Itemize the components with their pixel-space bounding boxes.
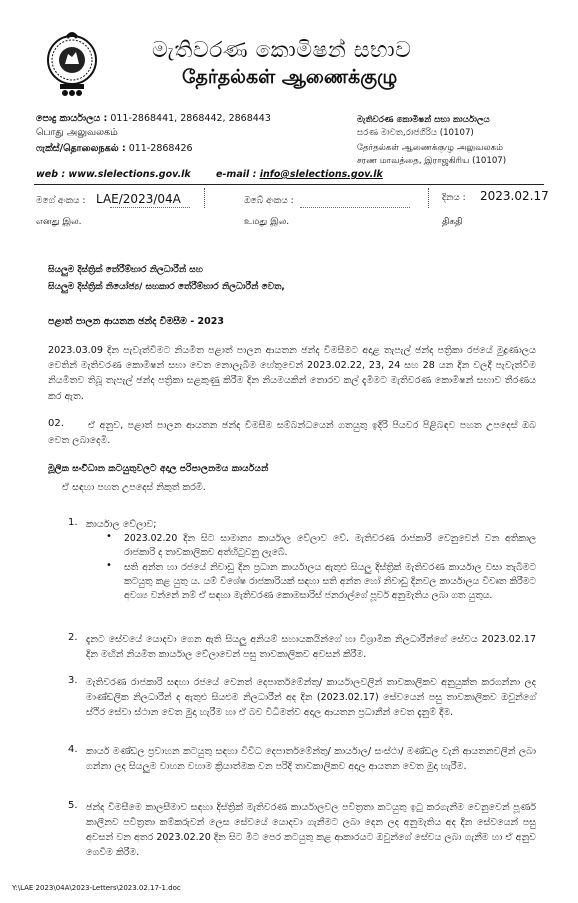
header-divider [34, 184, 544, 185]
sri-lanka-emblem-icon [46, 30, 98, 98]
item-text: දැනට සේවයේ යොදවා ගෙන ඇති සියලු අනියම් සහායකයින්ගේ හා විශ්‍රාමික නිලධාරීන්ගේ සේවය 2023.02.17 දින මඟින් නියමිත කාර්යාල වේලාවෙන් පසු තාවකාලිකව අවසන් කිරීම. [86, 634, 536, 660]
dotted-line [300, 207, 410, 208]
address-line: සරණ මාවත,රාජගිරිය (10107) [357, 127, 474, 138]
your-number-label: ඔබේ අංකය : [244, 196, 294, 206]
paragraph-2: ඒ අනුව, පළාත් පාලන ආයතන ඡන්ද විමසීම සම්බන්ධයෙන් ගතයුතු ඉදිරි පියවර පිළිබඳව පහත උපදෙස් ඔබ වෙත ලබාදෙමි. [48, 420, 536, 447]
recipient-line: සියලුම දිස්ත්‍රික් නියෝජ්‍ය/ සහකාර තේරීම්භාර නිලධාරීන් වෙත, [48, 282, 285, 292]
item-text: කාර්යාල වේලාව; [86, 519, 157, 530]
bullet-text: 2023.02.20 දින සිට සාමාන්‍ය කාර්යාල වේලාව වේ. මැතිවරණ රාජකාරි වෙනුවෙන් වන අතිකාල රාජකාරි ද තාවකාලිකව අත්හිටුවනු ලැබේ. [124, 533, 536, 558]
paragraph-1: 2023.03.09 දින පැවැත්වීමට නියමිත පළාත් පාලන ආයතන ඡන්ද විමසීමට අදාළ තැපැල් ඡන්ද පත්‍රිකා රජයේ මුද්‍රණාලය වෙතින් මැතිවරණ කොමිෂන් සභා වෙත නොලැබීම හේතුවෙන් 2023.02.22, 23, 24 සහ 28 යන දින වලදී පැවැත්වීම නියමිතව තිබූ තැපැල් ඡන්ද පත්‍රිකා සළකුණු කිරීම දින නියමයකින් තොරව කල් දැමීමට මැතිවරණ කොමිෂන් සභාව තීරණය කර ඇත. [48, 345, 536, 402]
item-number: 2. [68, 632, 78, 643]
your-number-tamil: உமது இல. [244, 217, 290, 227]
item-text: කාර්ය මණ්ඩල ප්‍රවාහන කටයුතු සඳහා විවිධ දෙපාර්තමේන්තු/ කාර්යාල/ සංස්ථා/ මණ්ඩල වැනි ආයතනවලින් ලබා ගන්නා ලද සියලුම වාහන වහාම ක්‍රියාත්මක වන පරිදි තාවකාලිකව අදාල ආයතන වෙත මුදා හැරීම. [86, 746, 536, 772]
address-line: சரண மாவத்தை, இராஜகிரிய (10107) [357, 155, 507, 166]
website-link[interactable]: web : www.slelections.gov.lk [36, 169, 191, 180]
ref-divider [428, 188, 429, 208]
address-block [357, 114, 506, 167]
phone-value: 011-2868441, 2868442, 2868443 [110, 113, 271, 124]
paragraph-2-number: 02. [48, 418, 64, 429]
my-number-tamil: எனது இல. [36, 217, 82, 227]
item-text: මැතිවරණ රාජකාරි සඳහා රජයේ වෙනත් දෙපාර්තමේන්තු/ කාර්යාලවලින් තාවකාලිකව අනුයුක්ත කරගන්නා ලද මාණ්ඩලික නිලධාරීන් ද ඇතුළු සියළුම නිලධාරීන් අද දින (2023.02.17) සේවයෙන් පසු තාවකාලිකව ඔවුන්ගේ ස්ථිර සේවා ස්ථාන වෙත මුදා හැරීම හා ඒ බව විධිමත්ව අදාල ආයතන ප්‍රධානීන් වෙත දැනුම් දීම. [86, 677, 536, 718]
date-label: දිනය : [442, 193, 466, 203]
fax-label: ෆැක්ස්/தொலைநகல் : [36, 143, 126, 154]
phone-label: පොදු කාර්යාලය : [36, 113, 108, 124]
item-number: 1. [68, 517, 78, 528]
address-line: මැතිවරණ කොමිෂන් සභා කාර්යාලය [357, 115, 490, 125]
subject-heading: පළාත් පාලන ආයතන ඡන්ද විමසීම - 2023 [48, 316, 224, 327]
date-value: 2023.02.17 [480, 189, 549, 203]
my-number-value: LAE/2023/04A [96, 192, 181, 206]
recipient-line: සියලුම දිස්ත්‍රික් තේරීම්භාර නිලධාරීන් සහ [48, 265, 203, 275]
item-text: ඡන්ද විමසීමෙ කාලසීමාව සඳහා දිස්ත්‍රික් මැතිවරණ කාර්යාලවල පවිත්‍රතා කටයුතු ඉටු කරගැනීම වෙනුවෙන් පූර්ණ කාලීනව පවිත්‍රතා කම්කරුවන් ලෙස සේවයේ යොදවා ගැනීමට ලබා දෙන ලද අනුමැතිය අද දින සේවයෙන් පසු අවසන් වන අතර 2023.02.20 දින සිට මීට පෙර කටයුතු කළ ආකාරයට ඔවුන්ගේ සේවය ලබා ගැනීම හා ඒ අනුව ගෙවීම කිරීම. [86, 802, 536, 858]
my-number-label: මගේ අංකය : [36, 196, 86, 206]
bullet-icon: • [106, 560, 112, 571]
dotted-line [110, 207, 190, 208]
file-path-footer: Y:\LAE 2023\04A\2023-Letters\2023.02.17-1.doc [12, 884, 181, 892]
item-number: 5. [68, 800, 78, 811]
item-number: 4. [68, 744, 78, 755]
web-email-line [36, 169, 383, 180]
item-number: 3. [68, 675, 78, 686]
commission-title-sinhala: මැතිවරණ කොමිෂන් සභාව [152, 38, 412, 63]
email-link[interactable]: info@slelections.gov.lk [259, 169, 383, 180]
recipients [48, 262, 528, 296]
ref-divider [204, 188, 205, 208]
bullet-icon: • [106, 531, 112, 542]
section-intro: ඒ සඳහා පහත උපදෙස් නිකුත් කරමි. [62, 482, 206, 493]
email-label: e-mail : [216, 169, 257, 180]
date-tamil: திகதி [442, 217, 463, 227]
phone-sublabel: பொது அலுவலகம் [36, 127, 118, 138]
section-heading: මූලික සංවිධාන කටයුතුවලට අදාල පරිපාලනමය කාර්යයන් [48, 463, 269, 474]
bullet-text: සති අන්ත හා රජයේ නිවාඩු දින ප්‍රධාන කාර්යාලය ඇතුළු සියලු දිස්ත්‍රික් මැතිවරණ කාර්යාල වසා තැබීමට කටයුතු කළ යුතු ය. යම් විශේෂ රාජකාරියක් සඳහා සති අන්ත හෝ නිවාඩු දිනවල කාර්යාලය විවෘත කිරීමට අවශ්‍ය වන්නේ නම් ඒ සඳහා මැතිවරණ කොමසාරිස් ජනරාල්ගේ පූර්ව අනුමැතිය ලබා ගත යුතුය. [124, 562, 536, 601]
fax-value: 011-2868426 [128, 143, 193, 154]
commission-title-tamil: தேர்தல்கள் ஆணைக்குழு [182, 66, 398, 88]
address-line: தேர்தல்கள் ஆணைக்குழு அலுவலகம் [357, 143, 504, 153]
contact-block [36, 112, 271, 156]
